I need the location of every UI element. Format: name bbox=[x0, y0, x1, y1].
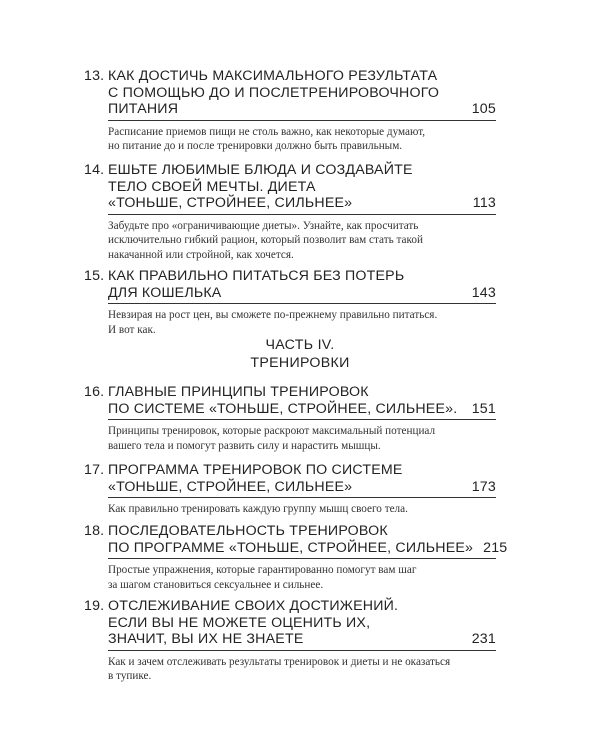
entry-divider bbox=[108, 497, 496, 498]
entry-title-line: ПРОГРАММА ТРЕНИРОВОК ПО СИСТЕМЕ bbox=[108, 462, 403, 478]
entry-description bbox=[108, 563, 496, 592]
entry-description-line: Невзирая на рост цен, вы сможете по-прежнему правильно питаться. bbox=[108, 309, 438, 322]
toc-entry-17 bbox=[84, 462, 496, 517]
entry-page-number: 105 bbox=[471, 101, 496, 118]
entry-divider bbox=[108, 650, 496, 651]
entry-description-line: но питание до и после тренировки должно быть правильным. bbox=[108, 140, 403, 153]
toc-entry-15 bbox=[84, 268, 496, 337]
entry-title-line: ТЕЛО СВОЕЙ МЕЧТЫ. ДИЕТА bbox=[108, 178, 316, 195]
entry-divider bbox=[108, 419, 496, 420]
entry-description-line: Простые упражнения, которые гарантированно помогут вам шаг bbox=[108, 564, 417, 577]
entry-title-line: ЗНАЧИТ, ВЫ ИХ НЕ ЗНАЕТЕ bbox=[108, 631, 304, 648]
entry-description-line: в тупике. bbox=[108, 670, 152, 683]
toc-entry-14 bbox=[84, 162, 496, 263]
entry-description bbox=[108, 655, 496, 684]
entry-title-line: ЕСЛИ ВЫ НЕ МОЖЕТЕ ОЦЕНИТЬ ИХ, bbox=[108, 614, 371, 631]
toc-entry-18 bbox=[84, 523, 508, 592]
toc-entry-16 bbox=[84, 384, 496, 453]
entry-title-line: ПО СИСТЕМЕ «ТОНЬШЕ, СТРОЙНЕЕ, СИЛЬНЕЕ». bbox=[108, 400, 458, 417]
entry-page-number: 113 bbox=[472, 195, 496, 212]
entry-number: 19. bbox=[84, 598, 105, 614]
entry-title-line: ЕШЬТЕ ЛЮБИМЫЕ БЛЮДА И СОЗДАВАЙТЕ bbox=[108, 162, 413, 178]
entry-number: 17. bbox=[84, 462, 105, 478]
entry-title-line: ДЛЯ КОШЕЛЬКА bbox=[108, 284, 222, 301]
entry-title-line: ОТСЛЕЖИВАНИЕ СВОИХ ДОСТИЖЕНИЙ. bbox=[108, 598, 399, 614]
entry-description bbox=[108, 308, 496, 337]
entry-title-line: «ТОНЬШЕ, СТРОЙНЕЕ, СИЛЬНЕЕ» bbox=[108, 478, 353, 495]
entry-number: 15. bbox=[84, 268, 105, 284]
entry-divider bbox=[108, 303, 496, 304]
entry-title-line: ГЛАВНЫЕ ПРИНЦИПЫ ТРЕНИРОВОК bbox=[108, 384, 369, 400]
entry-description bbox=[108, 125, 496, 154]
entry-page-number: 143 bbox=[471, 284, 496, 301]
entry-divider bbox=[108, 558, 496, 559]
entry-number: 18. bbox=[84, 523, 105, 539]
entry-number: 13. bbox=[84, 68, 105, 84]
entry-page-number: 215 bbox=[483, 539, 508, 556]
entry-description bbox=[108, 219, 496, 263]
part-heading bbox=[0, 336, 600, 372]
entry-description-line: накачанной или стройной, как хочется. bbox=[108, 248, 294, 261]
entry-description-line: Как правильно тренировать каждую группу мышц своего тела. bbox=[108, 503, 408, 516]
entry-title-line: С ПОМОЩЬЮ ДО И ПОСЛЕТРЕНИРОВОЧНОГО bbox=[108, 84, 440, 101]
entry-description bbox=[108, 424, 496, 453]
entry-page-number: 173 bbox=[471, 478, 496, 495]
entry-title-line: КАК ПРАВИЛЬНО ПИТАТЬСЯ БЕЗ ПОТЕРЬ bbox=[108, 268, 405, 284]
entry-title-line: ПО ПРОГРАММЕ «ТОНЬШЕ, СТРОЙНЕЕ, СИЛЬНЕЕ» bbox=[108, 539, 474, 556]
entry-description-line: И вот как. bbox=[108, 323, 156, 336]
entry-description-line: вашего тела и помогут развить силу и нарастить мышцы. bbox=[108, 439, 381, 452]
entry-description-line: Расписание приемов пищи не столь важно, как некоторые думают, bbox=[108, 125, 426, 138]
entry-number: 16. bbox=[84, 384, 105, 400]
toc-entry-13 bbox=[84, 68, 496, 154]
entry-description-line: исключительно гибкий рацион, который позволит вам стать такой bbox=[108, 234, 423, 247]
entry-title-line: «ТОНЬШЕ, СТРОЙНЕЕ, СИЛЬНЕЕ» bbox=[108, 195, 353, 212]
entry-description-line: Забудьте про «ограничивающие диеты». Узнайте, как просчитать bbox=[108, 219, 419, 232]
toc-entry-19 bbox=[84, 598, 496, 684]
entry-page-number: 231 bbox=[471, 631, 496, 648]
entry-divider bbox=[108, 214, 496, 215]
entry-divider bbox=[108, 120, 496, 121]
entry-description-line: Как и зачем отслеживать результаты тренировок и диеты и не оказаться bbox=[108, 655, 451, 668]
entry-title-line: ПОСЛЕДОВАТЕЛЬНОСТЬ ТРЕНИРОВОК bbox=[108, 523, 388, 539]
entry-number: 14. bbox=[84, 162, 105, 178]
entry-description bbox=[108, 502, 496, 517]
entry-description-line: Принципы тренировок, которые раскроют максимальный потенциал bbox=[108, 425, 436, 438]
entry-description-line: за шагом становиться сексуальнее и сильнее. bbox=[108, 578, 324, 591]
entry-page-number: 151 bbox=[471, 400, 496, 417]
part-label: ЧАСТЬ IV. bbox=[265, 337, 335, 353]
part-title: ТРЕНИРОВКИ bbox=[250, 355, 350, 371]
entry-title-line: ПИТАНИЯ bbox=[108, 101, 179, 118]
entry-title-line: КАК ДОСТИЧЬ МАКСИМАЛЬНОГО РЕЗУЛЬТАТА bbox=[108, 68, 438, 84]
